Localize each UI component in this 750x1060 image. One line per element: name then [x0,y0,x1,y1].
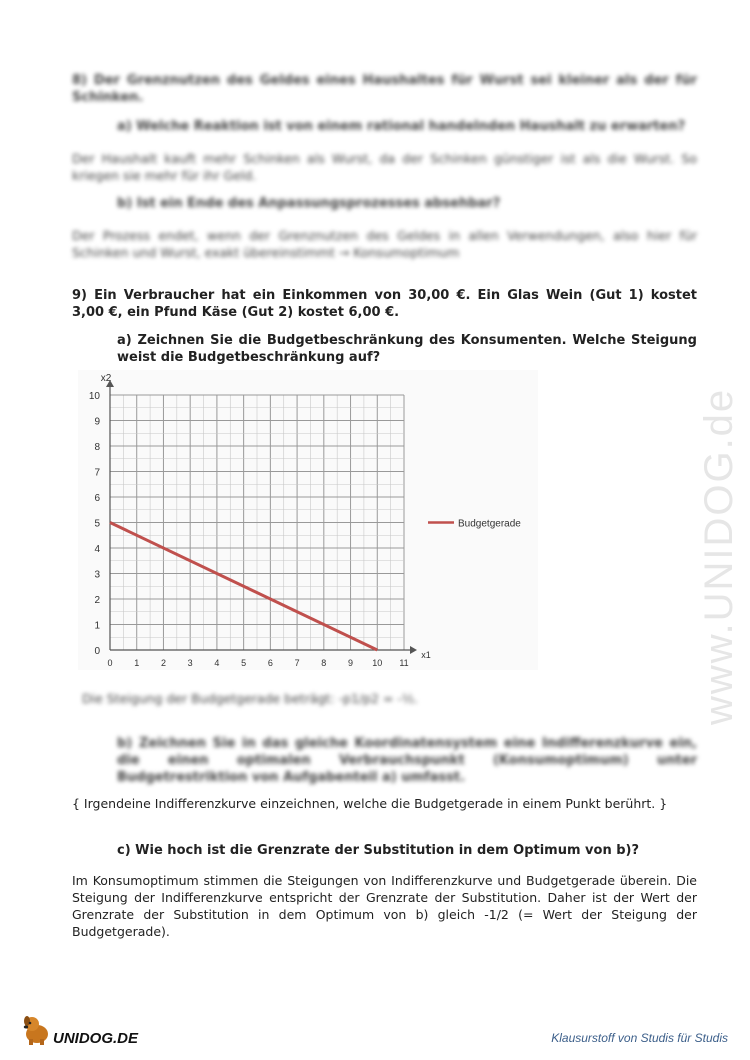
y-axis-label: x2 [100,373,112,384]
x-tick-label: 11 [399,658,409,668]
x-axis-label: x1 [421,650,431,660]
y-tick-label: 10 [88,391,100,402]
question-8-title: 8) Der Grenznutzen des Geldes eines Haushaltes für Wurst sei kleiner als der für Schinken. [72,73,697,105]
x-tick-label: 4 [214,658,220,668]
x-tick-label: 5 [241,658,247,668]
y-tick-label: 8 [94,442,100,453]
logo-text: UNIDOG.DE [53,1030,139,1047]
y-tick-label: 2 [94,595,100,606]
x-tick-label: 9 [348,658,354,668]
footer-tagline: Klausurstoff von Studis für Studis [551,1031,728,1045]
question-9b: b) Zeichnen Sie in das gleiche Koordinatensystem eine Indifferenzkurve ein, die einen optimalen Verbrauchspunkt (Konsumoptimum) unter Budgetrestriktion von Aufgabenteil a) umfasst. [117,736,697,785]
budget-chart [78,370,538,670]
y-tick-label: 7 [94,467,100,479]
unidog-logo [20,1010,160,1050]
y-tick-label: 3 [94,569,100,581]
y-tick-label: 4 [94,544,100,555]
answer-8b: Der Prozess endet, wenn der Grenznutzen des Geldes in allen Verwendungen, also hier für Schinken und Wurst, exakt übereinstimmt → Konsumoptimum [72,228,697,260]
x-tick-label: 3 [187,658,193,668]
question-9a: a) Zeichnen Sie die Budgetbeschränkung des Konsumenten. Welche Steigung weist die Budgetbeschränkung auf? [117,333,697,365]
dog-logo-icon [20,1010,160,1050]
budget-chart-svg [78,370,538,670]
x-tick-label: 7 [294,658,300,668]
y-tick-label: 0 [94,646,100,657]
question-9c: c) Wie hoch ist die Grenzrate der Substitution in dem Optimum von b)? [117,843,640,858]
y-tick-label: 6 [94,493,100,504]
x-tick-label: 2 [160,658,166,668]
y-tick-label: 1 [94,620,100,632]
question-8b: b) Ist ein Ende des Anpassungsprozesses absehbar? [117,196,501,211]
x-tick-label: 8 [321,658,327,668]
x-tick-label: 1 [134,658,140,668]
y-tick-label: 9 [94,416,100,428]
watermark-text: www.UNIDOG.de [697,387,741,725]
question-8a: a) Welche Reaktion ist von einem rational handelnden Haushalt zu erwarten? [117,119,686,134]
answer-8a: Der Haushalt kauft mehr Schinken als Wurst, da der Schinken günstiger ist als die Wurst. So kriegen sie mehr für ihr Geld. [72,151,697,183]
slope-statement: Die Steigung der Budgetgerade beträgt: -p1/p2 = -½. [82,691,419,706]
x-tick-label: 0 [107,658,113,668]
answer-9c: Im Konsumoptimum stimmen die Steigungen von Indifferenzkurve und Budgetgerade überein. Die Steigung der Indifferenzkurve entspricht der Grenzrate der Substitution. Daher ist der Wert der Grenzrate der Substitution in dem Optimum von b) gleich -1/2 (= Wert der Steigung der Budgetgerade). [72,873,697,939]
x-tick-label: 10 [372,658,383,668]
answer-9b: { Irgendeine Indifferenzkurve einzeichnen, welche die Budgetgerade in einem Punkt berührt. } [72,796,668,811]
y-tick-label: 5 [94,518,100,530]
legend-label: Budgetgerade [458,518,521,530]
question-9-title: 9) Ein Verbraucher hat ein Einkommen von 30,00 €. Ein Glas Wein (Gut 1) kostet 3,00 €, ein Pfund Käse (Gut 2) kostet 6,00 €. [72,288,697,320]
x-tick-label: 6 [267,658,273,668]
watermark [694,270,744,730]
